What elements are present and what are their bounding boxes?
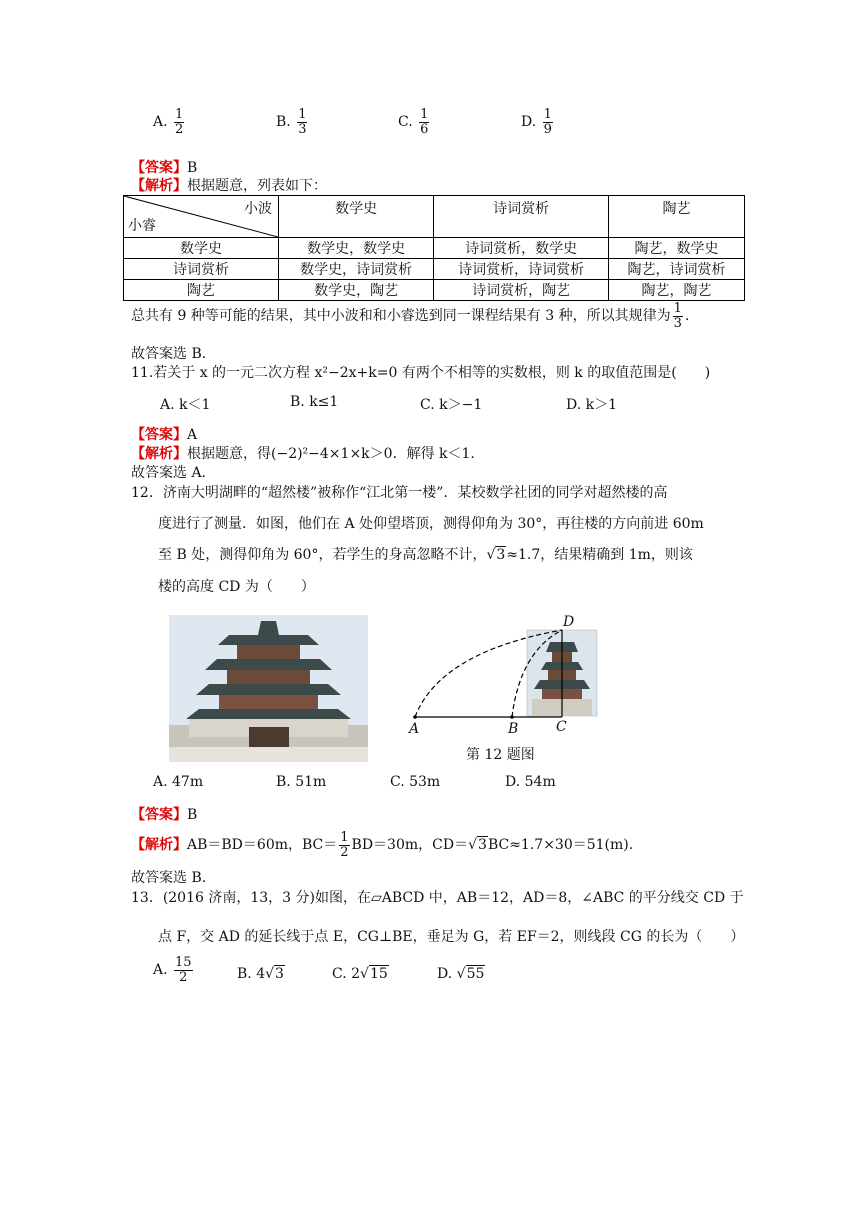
q13-option-c: C. 2√15 [332,966,388,982]
corner-top-label: 小波 [244,201,272,217]
table-cell: 数学史，诗词赏析 [279,259,434,280]
q12-stem-line3: 至 B 处，测得仰角为 60°，若学生的身高忽略不计，√3≈1.7，结果精确到 1m，则该 [158,547,693,563]
q13-option-d: D. √55 [437,966,485,982]
row-header: 陶艺 [124,280,279,301]
q12-conclusion: 故答案选 B. [131,870,207,886]
q11-option-d: D. k＞1 [566,397,618,413]
q12-option-c: C. 53m [390,774,441,790]
q12-option-b: B. 51m [276,774,327,790]
q11-stem: 11.若关于 x 的一元二次方程 x²−2x+k=0 有两个不相等的实数根，则 k 的取值范围是( ) [131,365,711,381]
table-cell: 诗词赏析，数学史 [434,238,609,259]
q13-option-b: B. 4√3 [237,966,284,982]
table-corner-cell [124,196,279,238]
q11-conclusion: 故答案选 A. [131,465,207,481]
q12-stem-line1: 12．济南大明湖畔的“超然楼”被称作“江北第一楼”．某校数学社团的同学对超然楼的高 [131,485,668,501]
q10-analysis: 【解析】根据题意，列表如下： [131,178,327,194]
q11-answer: 【答案】A [131,427,198,443]
q11-option-c: C. k＞−1 [420,397,483,413]
figure-caption: 第 12 题图 [466,747,535,763]
q12-option-d: D. 54m [505,774,556,790]
col-header: 诗词赏析 [434,196,609,238]
q11-option-a: A. k＜1 [160,397,211,413]
row-header: 数学史 [124,238,279,259]
geometry-figure [400,612,610,742]
col-header: 陶艺 [608,196,744,238]
label-c: C [556,719,567,735]
label-b: B [508,721,519,737]
table-row [124,280,745,301]
outcome-table [123,195,745,301]
q12-stem-line4: 楼的高度 CD 为（ ） [158,579,315,595]
table-cell: 陶艺，诗词赏析 [608,259,744,280]
col-header: 数学史 [279,196,434,238]
q12-analysis: 【解析】AB＝BD＝60m，BC＝ $\frac{1}{2}$ BD＝30m，CD＝√3BC≈1.7×30＝51(m). [131,830,634,860]
q10-option-a: A. $\frac{1}{2}$ [153,107,184,137]
q12-option-a: A. 47m [153,774,204,790]
table-cell: 诗词赏析，诗词赏析 [434,259,609,280]
q11-option-b: B. k≤1 [290,394,339,410]
corner-bottom-label: 小睿 [128,218,156,234]
q10-option-d: D. $\frac{1}{9}$ [521,107,552,137]
q10-option-b: B. $\frac{1}{3}$ [276,107,307,137]
table-cell: 数学史，数学史 [279,238,434,259]
q13-stem-line1: 13．(2016 济南，13，3 分)如图，在▱ABCD 中，AB＝12，AD＝8，∠ABC 的平分线交 CD 于 [131,890,744,906]
table-row [124,259,745,280]
q12-answer: 【答案】B [131,807,198,823]
q10-summary: 总共有 9 种等可能的结果，其中小波和和小睿选到同一课程结果有 3 种，所以其规律为 $\frac{1}{3}$ . [131,301,690,331]
label-d: D [563,614,575,630]
q12-stem-line2: 度进行了测量．如图，他们在 A 处仰望塔顶，测得仰角为 30°，再往楼的方向前进 60m [158,516,704,532]
table-cell: 陶艺，陶艺 [608,280,744,301]
label-a: A [409,721,420,737]
q10-option-c: C. $\frac{1}{6}$ [398,107,429,137]
table-cell: 数学史，陶艺 [279,280,434,301]
q10-conclusion: 故答案选 B. [131,346,207,362]
q11-analysis: 【解析】根据题意，得(−2)²−4×1×k＞0．解得 k＜1. [131,446,475,462]
row-header: 诗词赏析 [124,259,279,280]
table-row [124,238,745,259]
q13-stem-line2: 点 F，交 AD 的延长线于点 E，CG⊥BE，垂足为 G，若 EF＝2，则线段 CG 的长为（ ） [158,929,745,945]
q13-option-a: A. $\frac{15}{2}$ [153,955,192,985]
q10-answer: 【答案】B [131,160,198,176]
table-cell: 陶艺，数学史 [608,238,744,259]
table-cell: 诗词赏析，陶艺 [434,280,609,301]
tower-photo [169,615,368,762]
